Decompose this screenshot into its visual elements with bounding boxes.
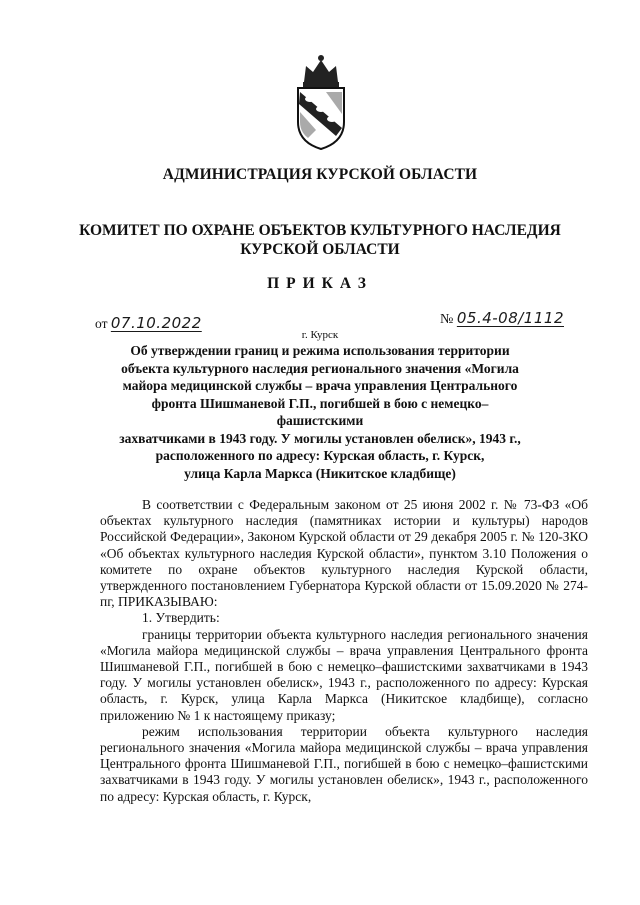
title-line: захватчиками в 1943 году. У могилы установлен обелиск», 1943 г., (119, 430, 521, 446)
order-number (440, 309, 564, 328)
body-paragraph: границы территории объекта культурного наследия регионального значения «Могила майора медицинской службы – врача управления Центрального фронта Шишманевой Г.П., погибшей в бою с немецко–фашистскими захватчиками в 1943 году. У могилы установлен обелиск», 1943 г., расположенного по адресу: Курская область, г. Курск, улица Карла Маркса (Никитское кладбище), согласно приложению № 1 к настоящему приказу; (100, 626, 588, 723)
date-value: 07.10.2022 (110, 314, 202, 332)
committee-line-2: КУРСКОЙ ОБЛАСТИ (240, 241, 400, 258)
committee-heading (60, 221, 580, 259)
number-prefix: № (440, 312, 454, 327)
number-value: 05.4-08/1112 (456, 309, 564, 327)
title-line: фронта Шишманевой Г.П., погибшей в бою с немецко–фашистскими (151, 395, 489, 428)
title-line: объекта культурного наследия регионального значения «Могила (121, 360, 519, 376)
committee-line-1: КОМИТЕТ ПО ОХРАНЕ ОБЪЕКТОВ КУЛЬТУРНОГО НАСЛЕДИЯ (79, 222, 561, 239)
administration-heading: АДМИНИСТРАЦИЯ КУРСКОЙ ОБЛАСТИ (162, 166, 478, 183)
body-paragraph: 1. Утвердить: (142, 610, 220, 626)
order-body (100, 497, 588, 805)
body-paragraph: В соответствии с Федеральным законом от 25 июня 2002 г. № 73-ФЗ «Об объектах культурного наследия (памятниках истории и культуры) народов Российской Федерации», Законом Курской области от 29 декабря 2005 г. № 120-ЗКО «Об объектах культурного наследия Курской области», пунктом 3.10 Положения о комитете по охране объектов культурного наследия Курской области, утвержденного постановлением Губернатора Курской области от 15.09.2020 № 274-пг, ПРИКАЗЫВАЮ: (100, 497, 588, 610)
document-type: ПРИКАЗ (267, 275, 373, 292)
city: г. Курск (301, 329, 339, 341)
title-line: расположенного по адресу: Курская область, г. Курск, (155, 448, 485, 463)
date-prefix: от (95, 316, 108, 331)
title-line: майора медицинской службы – врача управления Центрального (122, 378, 518, 393)
body-paragraph: режим использования территории объекта культурного наследия регионального значения «Могила майора медицинской службы – врача управления Центрального фронта Шишманевой Г.П., погибшей в бою с немецко–фашистскими захватчиками в 1943 году. У могилы установлен обелиск», 1943 г., расположенного по адресу: Курская область, г. Курск, (100, 723, 588, 804)
coat-of-arms-emblem (286, 52, 356, 152)
title-line: улица Карла Маркса (Никитское кладбище) (184, 465, 456, 481)
order-title (110, 342, 530, 482)
title-line: Об утверждении границ и режима использования территории (130, 343, 510, 358)
